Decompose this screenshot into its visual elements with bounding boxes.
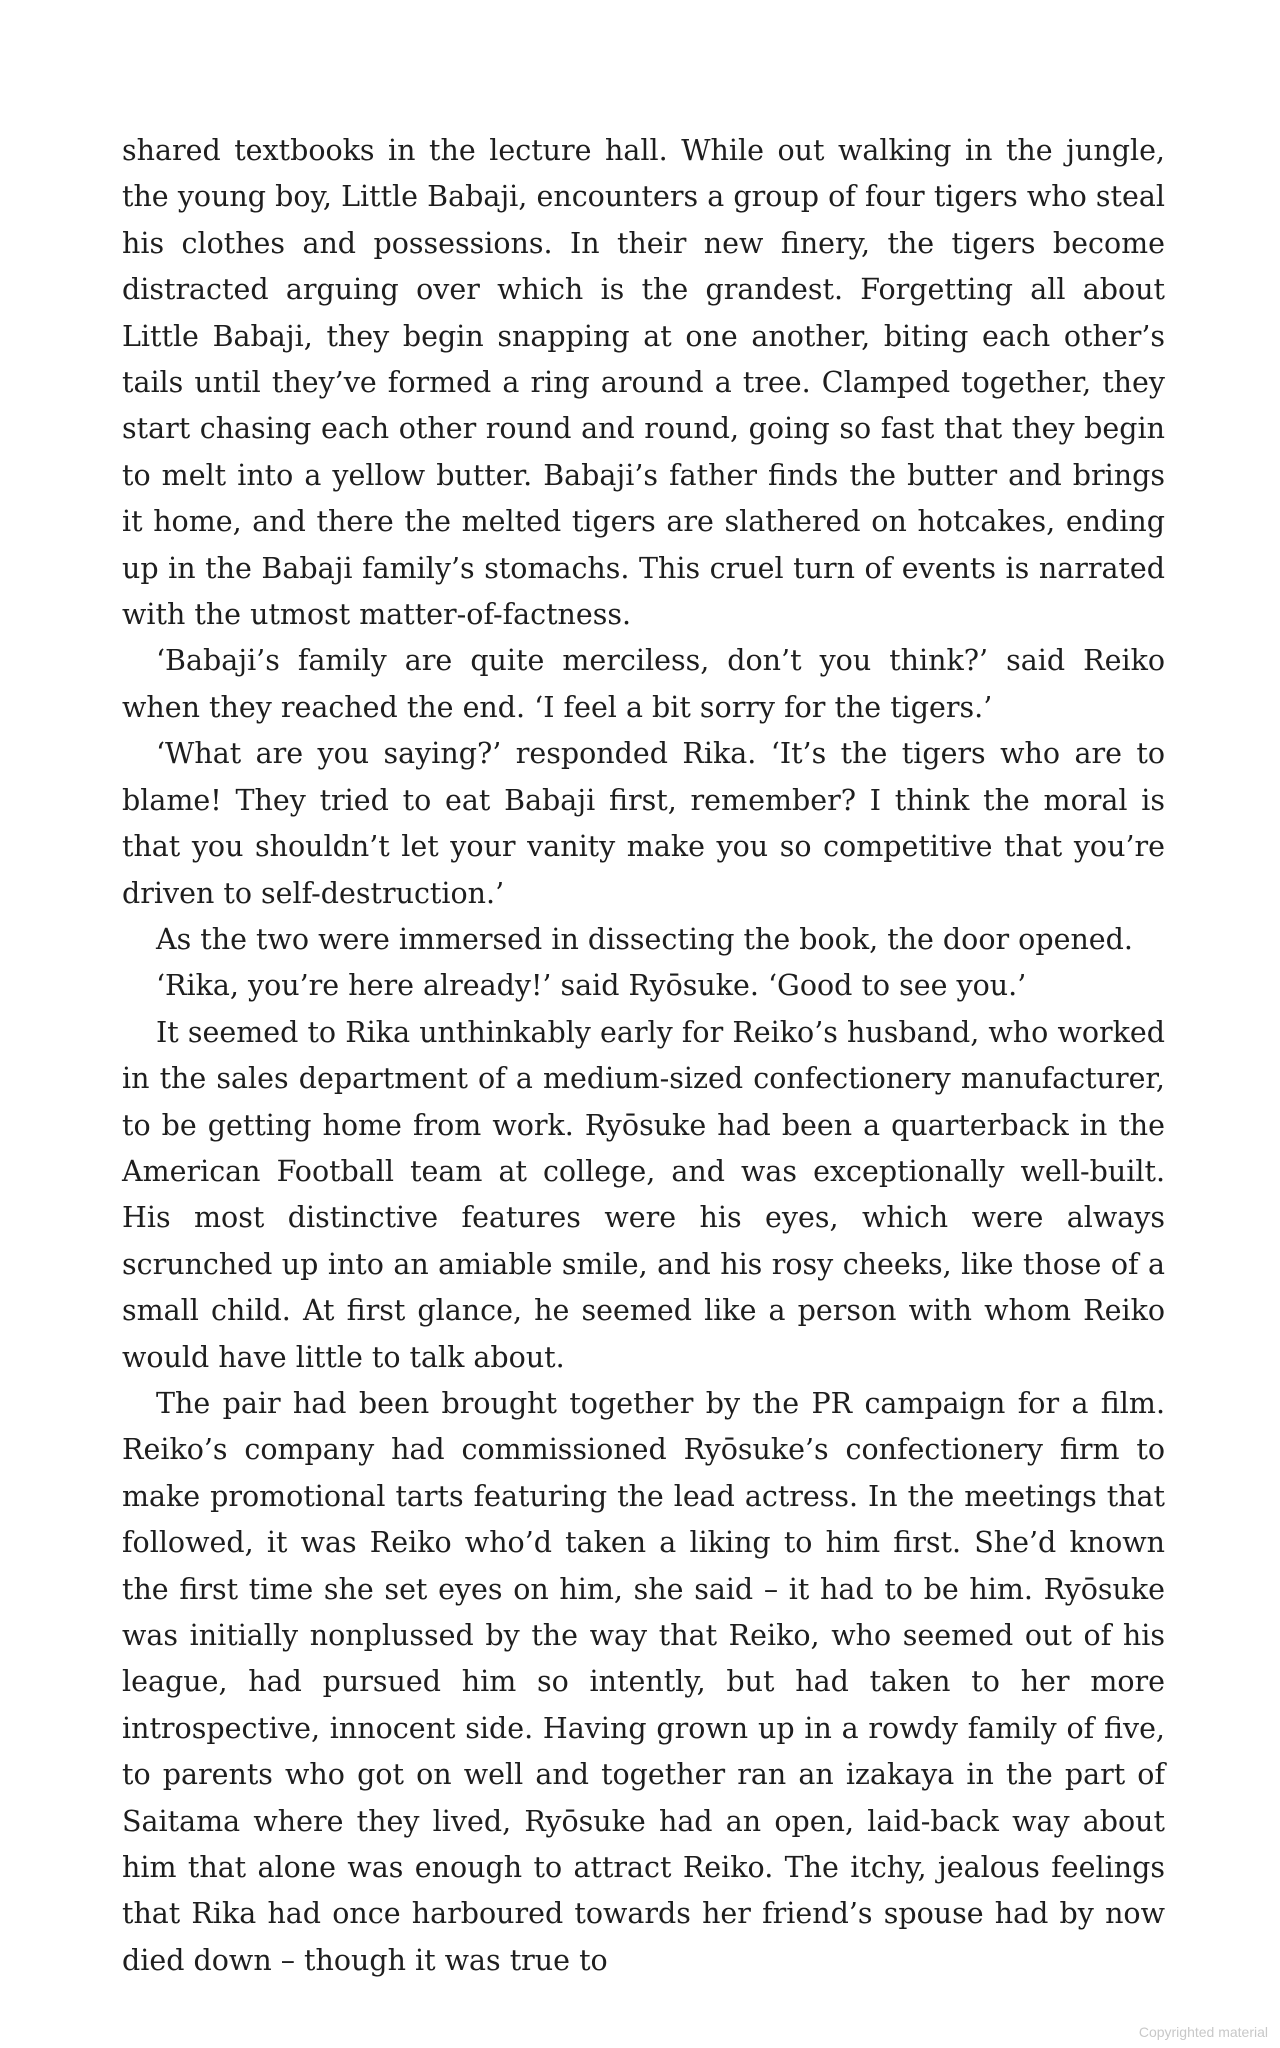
book-page (122, 128, 1165, 1984)
paragraph-rika-dialogue: ‘What are you saying?’ responded Rika. ‘It’s the tigers who are to blame! They tried to eat Babaji first, remember? I think the moral is that you shouldn’t let your vanity make you so competitive that you’re driven to self-destruction.’ (122, 737, 1165, 910)
paragraph-pair-backstory: The pair had been brought together by the PR campaign for a film. Reiko’s company had commissioned Ryōsuke’s confectionery firm to make promotional tarts featuring the lead actress. In the meetings that followed, it was Reiko who’d taken a liking to him first. She’d known the first time she set eyes on him, she said – it had to be him. Ryōsuke was initially nonplussed by the way that Reiko, who seemed out of his league, had pursued him so intently, but had taken to her more introspective, innocent side. Having grown up in a rowdy family of five, to parents who got on well and together ran an izakaya in the part of Saitama where they lived, Ryōsuke had an open, laid-back way about him that alone was enough to attract Reiko. The itchy, jealous feelings that Rika had once harboured towards her friend’s spouse had by now died down – though it was true to (122, 1386, 1165, 1977)
paragraph-ryosuke-description: It seemed to Rika unthinkably early for Reiko’s husband, who worked in the sales department of a medium-sized confectionery manufacturer, to be getting home from work. Ryōsuke had been a quarterback in the American Football team at college, and was exceptionally well-built. His most distinctive features were his eyes, which were always scrunched up into an amiable smile, and his rosy cheeks, like those of a small child. At first glance, he seemed like a person with whom Reiko would have little to talk about. (122, 1015, 1165, 1374)
copyright-watermark: Copyrighted material (1138, 2024, 1268, 2040)
paragraph-continuation: shared textbooks in the lecture hall. While out walking in the jungle, the young boy, Little Babaji, encounters a group of four tigers who steal his clothes and possessions. In their new finery, the tigers become distracted arguing over which is the grandest. Forgetting all about Little Babaji, they begin snapping at one another, biting each other’s tails until they’ve formed a ring around a tree. Clamped together, they start chasing each other round and round, going so fast that they begin to melt into a yellow butter. Babaji’s father finds the butter and brings it home, and there the melted tigers are slathered on hotcakes, ending up in the Babaji family’s stomachs. This cruel turn of events is narrated with the utmost matter-of-factness. (122, 134, 1165, 632)
paragraph-reiko-dialogue: ‘Babaji’s family are quite merciless, don’t you think?’ said Reiko when they reached the end. ‘I feel a bit sorry for the tigers.’ (122, 644, 1165, 724)
paragraph-ryosuke-dialogue: ‘Rika, you’re here already!’ said Ryōsuke. ‘Good to see you.’ (156, 969, 1027, 1003)
paragraph-door-opened: As the two were immersed in dissecting the book, the door opened. (156, 922, 1133, 956)
